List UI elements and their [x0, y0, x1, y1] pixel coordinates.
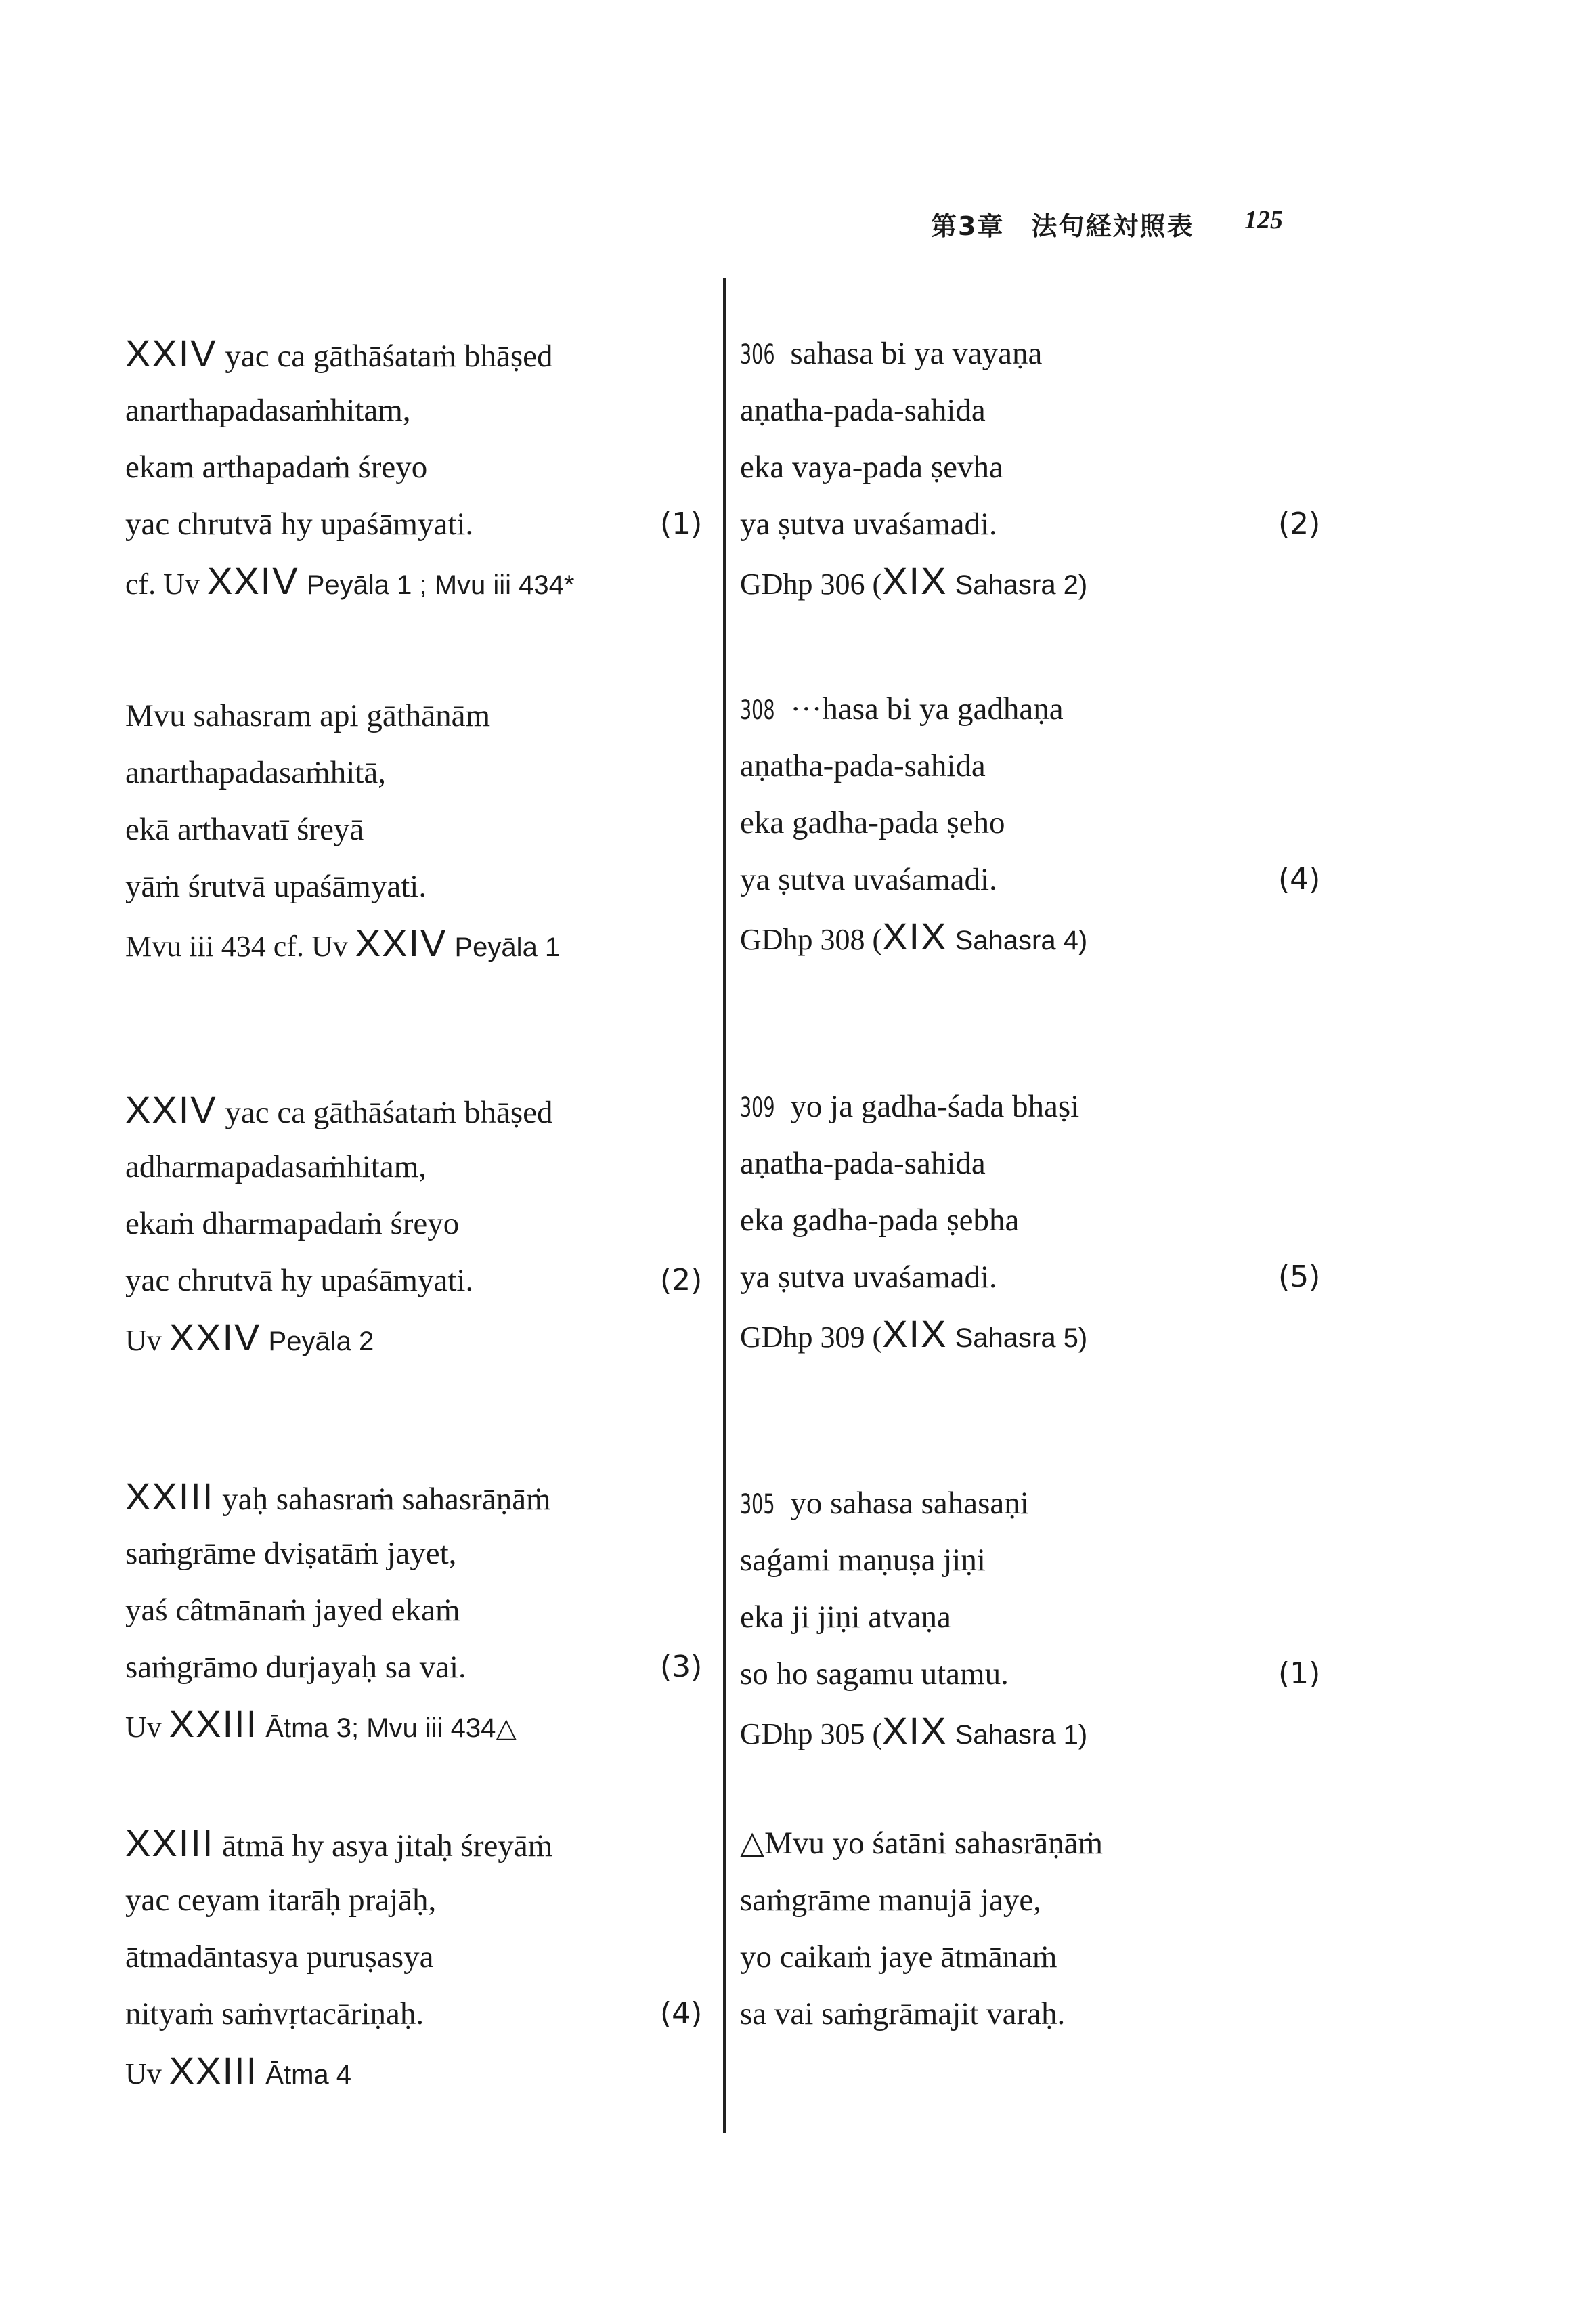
verse-line	[125, 325, 574, 382]
ref-rest: Sahasra 4)	[947, 926, 1088, 955]
left-entry-1	[125, 325, 703, 609]
verse-text: saṁgrāmo durjayaḥ sa vai.	[125, 1650, 466, 1685]
right-entry-4	[740, 1475, 1321, 1759]
ref-rest: Sahasra 1)	[947, 1720, 1088, 1750]
reference-line	[125, 1309, 553, 1366]
verse-text: ātmā hy asya jitaḥ śreyāṁ	[222, 1828, 553, 1864]
gdhp-verse-no: 308	[740, 695, 775, 726]
right-entry-1	[740, 325, 1321, 609]
ref-rest: Sahasra 5)	[947, 1323, 1088, 1353]
reference-line	[740, 553, 1087, 609]
chapter-title: 第3章 法句経対照表	[931, 211, 1194, 241]
verse-number: (3)	[660, 1650, 703, 1684]
left-entry-3	[125, 1081, 703, 1366]
verse-line	[740, 1078, 1087, 1135]
verse-text: yac chrutvā hy upaśāmyati.	[125, 1263, 474, 1298]
right-entry-5	[740, 1815, 1103, 2042]
right-entry-3	[740, 1078, 1321, 1362]
ref-rest: Ātma 3; Mvu iii 434△	[258, 1713, 517, 1743]
verse-number: (2)	[660, 1263, 703, 1297]
verse-line: aṇatha-pada-sahida	[740, 1146, 986, 1181]
verse-text: yac chrutvā hy upaśāmyati.	[125, 507, 474, 542]
left-entry-2	[125, 687, 560, 972]
ref-roman: XIX	[882, 1709, 948, 1752]
left-entry-4	[125, 1468, 703, 1752]
verse-line	[740, 851, 1321, 908]
verse-number: (4)	[660, 1996, 703, 2031]
ref-prefix: GDhp 306 (	[740, 567, 883, 601]
verse-line: anarthapadasaṁhitam,	[125, 393, 411, 428]
ref-roman: XXIII	[169, 2049, 259, 2092]
reference-line	[125, 553, 574, 609]
ref-roman: XIX	[882, 559, 948, 602]
verse-line: Mvu sahasram api gāthānām	[125, 698, 491, 733]
reference-line	[740, 1306, 1087, 1362]
verse-line: eka ji jiṇi atvaṇa	[740, 1599, 951, 1635]
right-entry-2	[740, 681, 1321, 965]
verse-line	[125, 1468, 551, 1525]
verse-text: yaḥ sahasraṁ sahasrāṇāṁ	[222, 1482, 551, 1517]
reference-line	[740, 1702, 1087, 1759]
ref-prefix: GDhp 305 (	[740, 1717, 883, 1750]
roman-chapter: XXIV	[125, 1088, 217, 1131]
verse-text: yac ca gāthāśataṁ bhāṣed	[225, 1095, 553, 1130]
ref-roman: XXIV	[206, 559, 299, 602]
ref-roman: XXIV	[169, 1316, 261, 1358]
verse-line	[740, 1645, 1321, 1702]
gdhp-verse-no: 305	[740, 1489, 775, 1520]
verse-line: adharmapadasaṁhitam,	[125, 1149, 427, 1184]
reference-line	[125, 2042, 552, 2099]
verse-text: so ho sagamu utamu.	[740, 1656, 1009, 1692]
ref-prefix: cf. Uv	[125, 567, 207, 601]
verse-line: yo caikaṁ jaye ātmānaṁ	[740, 1939, 1057, 1975]
ref-roman: XXIV	[355, 922, 447, 964]
verse-line: aṇatha-pada-sahida	[740, 748, 986, 783]
ref-roman: XXIII	[169, 1702, 259, 1745]
page-number: 125	[1244, 206, 1283, 234]
ref-rest: Peyāla 2	[261, 1327, 374, 1356]
reference-line	[740, 908, 1087, 965]
ref-prefix: Uv	[125, 2057, 169, 2090]
ref-prefix: Uv	[125, 1710, 169, 1744]
verse-line	[740, 1475, 1087, 1532]
left-entry-5	[125, 1815, 703, 2099]
roman-chapter: XXIV	[125, 332, 217, 374]
verse-line: saǵami maṇuṣa jiṇi	[740, 1543, 986, 1578]
verse-number: (1)	[1278, 1656, 1321, 1691]
column-divider	[723, 278, 726, 2133]
verse-line: saṁgrāme manujā jaye,	[740, 1882, 1042, 1918]
roman-chapter: XXIII	[125, 1822, 215, 1864]
verse-line: saṁgrāme dviṣatāṁ jayet,	[125, 1536, 457, 1571]
verse-line	[740, 681, 1087, 737]
verse-line	[125, 496, 703, 553]
reference-line	[125, 1696, 551, 1752]
verse-line	[740, 1249, 1321, 1306]
verse-line	[740, 496, 1321, 553]
ref-prefix: Uv	[125, 1324, 169, 1357]
verse-line: yāṁ śrutvā upaśāmyati.	[125, 869, 427, 904]
verse-text: sahasa bi ya vayaṇa	[790, 336, 1043, 371]
verse-line	[125, 1815, 552, 1872]
verse-line	[125, 1252, 703, 1309]
verse-text: nityaṁ saṁvṛtacāriṇaḥ.	[125, 1996, 424, 2031]
verse-line: yaś câtmānaṁ jayed ekaṁ	[125, 1593, 460, 1628]
verse-line	[740, 325, 1087, 382]
verse-line: ekā arthavatī śreyā	[125, 812, 364, 847]
verse-line: eka gadha-pada ṣeho	[740, 805, 1005, 840]
ref-rest: Peyāla 1	[447, 932, 561, 962]
verse-line: anarthapadasaṁhitā,	[125, 755, 386, 790]
verse-line: yac ceyam itarāḥ prajāḥ,	[125, 1882, 437, 1918]
verse-number: (4)	[1278, 862, 1321, 897]
gdhp-verse-no: 306	[740, 339, 775, 370]
verse-text: ···hasa bi ya gadhaṇa	[790, 691, 1064, 727]
ref-prefix: GDhp 308 (	[740, 923, 883, 956]
reference-line	[125, 915, 560, 972]
verse-number: (5)	[1278, 1260, 1321, 1294]
verse-text: yo sahasa sahasaṇi	[790, 1486, 1029, 1521]
ref-rest: Peyāla 1 ; Mvu iii 434*	[299, 570, 575, 600]
ref-prefix: Mvu iii 434 cf. Uv	[125, 930, 355, 963]
verse-text: ya ṣutva uvaśamadi.	[740, 507, 997, 542]
verse-line: sa vai saṁgrāmajit varaḥ.	[740, 1996, 1066, 2031]
verse-text: yo ja gadha-śada bhaṣi	[790, 1089, 1080, 1124]
ref-roman: XIX	[882, 1312, 948, 1355]
verse-line: eka vaya-pada ṣevha	[740, 450, 1003, 485]
verse-line	[125, 1081, 553, 1138]
verse-text: ya ṣutva uvaśamadi.	[740, 1260, 997, 1295]
verse-line: eka gadha-pada ṣebha	[740, 1203, 1020, 1238]
ref-prefix: GDhp 309 (	[740, 1320, 883, 1354]
verse-line: △Mvu yo śatāni sahasrāṇāṁ	[740, 1826, 1104, 1861]
verse-number: (1)	[660, 507, 703, 541]
verse-line: ekam arthapadaṁ śreyo	[125, 450, 428, 485]
ref-rest: Ātma 4	[258, 2060, 352, 2090]
verse-line: ātmadāntasya puruṣasya	[125, 1939, 434, 1975]
verse-line	[125, 1639, 703, 1696]
verse-number: (2)	[1278, 507, 1321, 541]
ref-rest: Sahasra 2)	[947, 570, 1088, 600]
verse-text: yac ca gāthāśataṁ bhāṣed	[225, 339, 553, 374]
verse-line: ekaṁ dharmapadaṁ śreyo	[125, 1206, 460, 1241]
verse-line	[125, 1985, 703, 2042]
gdhp-verse-no: 309	[740, 1092, 775, 1123]
verse-text: ya ṣutva uvaśamadi.	[740, 862, 997, 897]
verse-line: aṇatha-pada-sahida	[740, 393, 986, 428]
ref-roman: XIX	[882, 915, 948, 957]
roman-chapter: XXIII	[125, 1475, 215, 1518]
